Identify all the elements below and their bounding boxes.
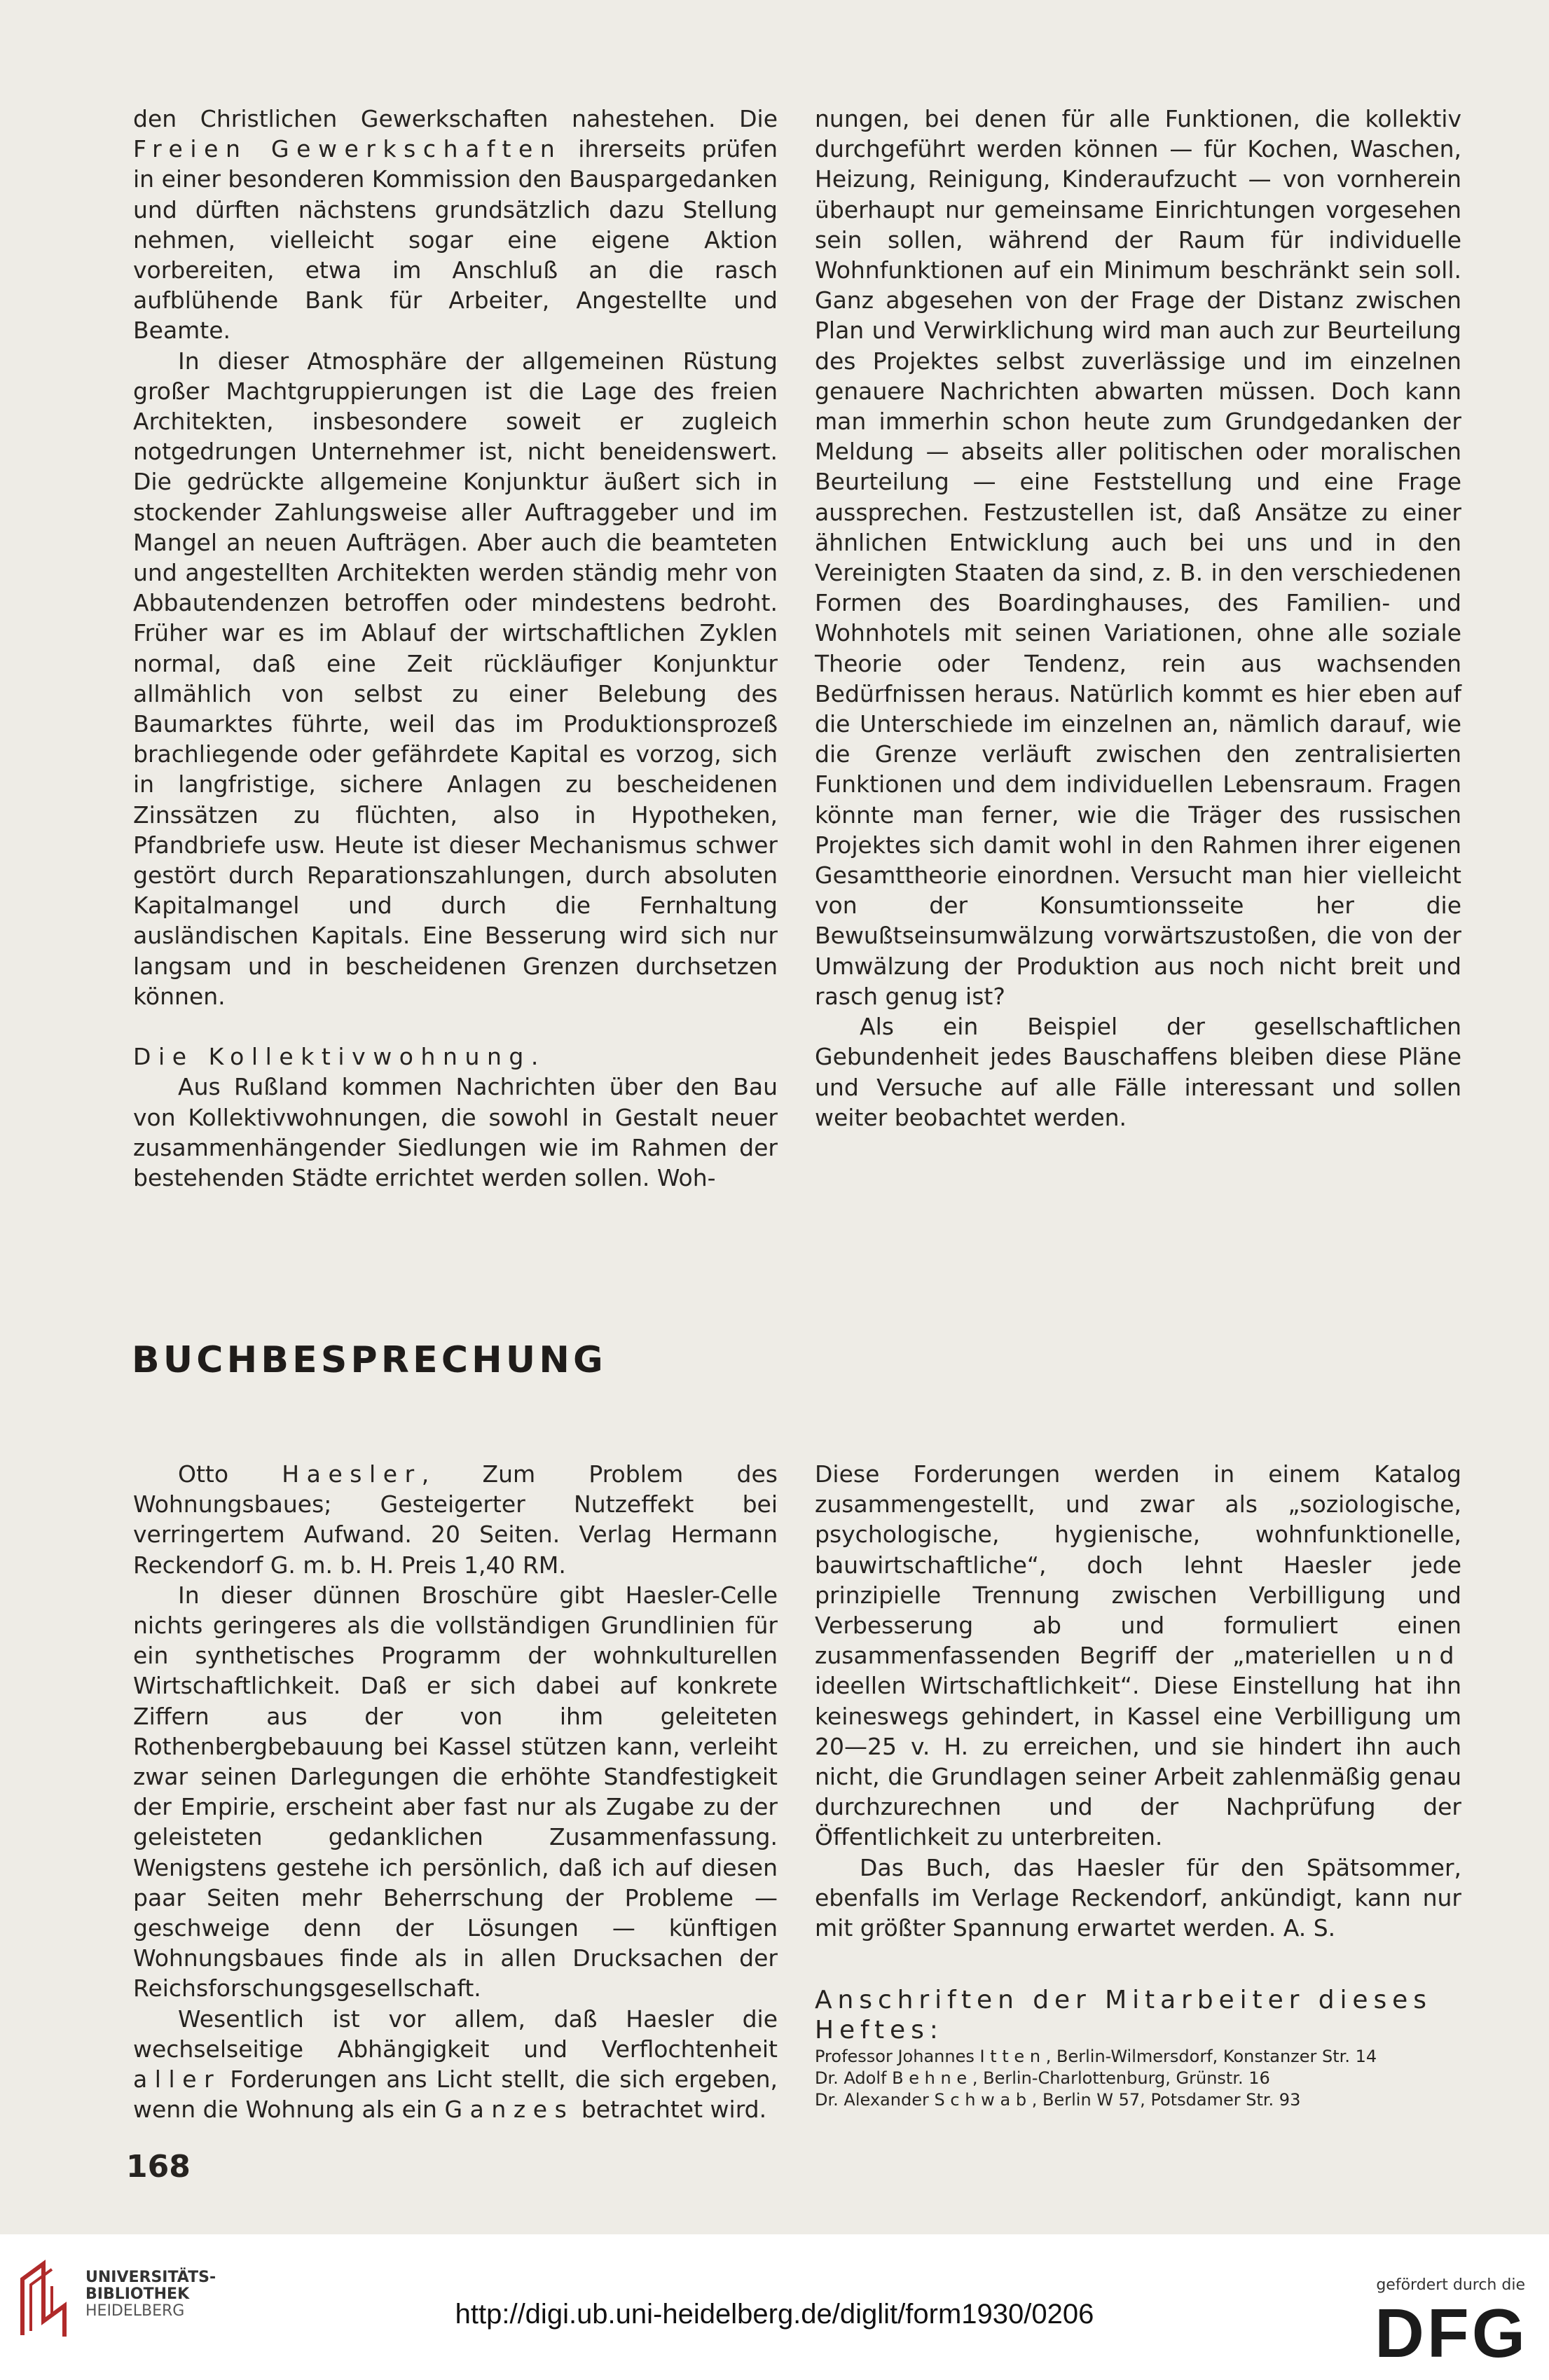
review-column-left	[133, 1459, 778, 2124]
text-run: betrachtet wird.	[574, 2096, 767, 2124]
text-run: Forderungen ans Licht stellt, die sich ergeben, wenn die Wohnung als ein	[133, 2066, 778, 2124]
text-run: , Berlin-Charlottenburg, Grünstr. 16	[972, 2068, 1270, 2088]
contributors-heading: Anschriften der Mitarbeiter dieses Heftes:	[815, 1986, 1432, 2045]
contributor-line	[815, 2046, 1461, 2068]
text-run: Dr. Adolf	[815, 2068, 893, 2088]
article-column-right	[815, 104, 1461, 1133]
paragraph	[815, 1459, 1461, 1853]
spaced-emphasis: und	[1395, 1642, 1461, 1670]
paragraph: Als ein Beispiel der gesellschaftlichen Gebundenheit jedes Bauschaffens bleiben diese Pläne und Versuche auf alle Fälle interessant und sollen weiter beobachtet werden.	[815, 1013, 1461, 1131]
text-run: Professor Johannes	[815, 2046, 980, 2066]
page-number: 168	[126, 2149, 191, 2185]
review-column-right	[815, 1459, 1461, 2111]
contributor-line	[815, 2068, 1461, 2089]
contributor-name: Itten	[979, 2046, 1046, 2066]
text-run: Otto	[178, 1460, 282, 1488]
contributor-name: Behne	[892, 2068, 972, 2088]
section-subheading: Die Kollektivwohnung.	[133, 1043, 546, 1071]
source-url-link[interactable]: http://digi.ub.uni-heidelberg.de/diglit/form1930/0206	[455, 2299, 1094, 2330]
paragraph	[133, 1459, 778, 1580]
contributor-name: Schwab	[934, 2089, 1032, 2110]
contributors-box	[815, 1985, 1461, 2110]
spaced-emphasis: Haesler	[282, 1460, 422, 1488]
paragraph: In dieser dünnen Broschüre gibt Haesler-Celle nichts geringeres als die vollständigen Grundlinien für ein synthetisches Programm der wohnkulturellen Wirtschaftlichkeit. Daß er sich dabei auf konkrete Ziffern aus der von ihm geleiteten Rothenbergbebauung bei Kassel stützen kann, verleiht zwar seinen Darlegungen die erhöhte Standfestigkeit der Empirie, erscheint aber fast nur als Zugabe zu der geleisteten gedanklichen Zusammenfassung. Wenigstens gestehe ich persönlich, daß ich auf diesen paar Seiten mehr Beherrschung der Probleme — geschweige denn der Lösungen — künftigen Wohnungsbaues finde als in allen Drucksachen der Reichsforschungsgesellschaft.	[133, 1581, 778, 2002]
text-run: , Berlin-Wilmersdorf, Konstanzer Str. 14	[1045, 2046, 1377, 2066]
section-heading: BUCHBESPRECHUNG	[132, 1339, 607, 1381]
spaced-emphasis: Ganzes	[444, 2096, 574, 2124]
text-run: , Zum Problem des Wohnungsbaues; Gesteigerter Nutzeffekt bei verringertem Aufwand. 20 Seiten. Verlag Hermann Reckendorf G. m. b. H. Preis 1,40 RM.	[133, 1460, 778, 1579]
paragraph: In dieser Atmosphäre der allgemeinen Rüstung großer Machtgruppierungen ist die Lage des freien Architekten, insbesondere soweit er zugleich notgedrungen Unternehmer ist, nicht beneidenswert. Die gedrückte allgemeine Konjunktur äußert sich in stockender Zahlungsweise aller Auftraggeber und im Mangel an neuen Aufträgen. Aber auch die beamteten und angestellten Architekten werden ständig mehr von Abbautendenzen betroffen oder mindestens bedroht. Früher war es im Ablauf der wirtschaftlichen Zyklen normal, daß eine Zeit rückläufiger Konjunktur allmählich von selbst zu einer Belebung des Baumarktes führte, weil das im Produktionsprozeß brachliegende oder gefährdete Kapital es vorzog, sich in langfristige, sichere Anlagen zu bescheidenen Zinssätzen zu flüchten, also in Hypotheken, Pfandbriefe usw. Heute ist dieser Mechanismus schwer gestört durch Reparationszahlungen, durch absoluten Kapitalmangel und durch die Fernhaltung ausländischen Kapitals. Eine Besserung wird sich nur langsam und in bescheidenen Grenzen durchsetzen können.	[133, 347, 778, 1010]
dfg-logo: DFG	[1375, 2295, 1528, 2372]
article-column-left	[133, 104, 778, 1193]
library-name-line: UNIVERSITÄTS-	[85, 2269, 216, 2286]
funder-note: gefördert durch die	[1376, 2276, 1525, 2294]
library-name-line: HEIDELBERG	[85, 2302, 185, 2320]
contributor-line	[815, 2089, 1461, 2111]
spaced-emphasis: aller	[133, 2066, 221, 2094]
paragraph: Das Buch, das Haesler für den Spätsommer, ebenfalls im Verlage Reckendorf, ankündigt, kann nur mit größter Spannung erwartet werden. A. S.	[815, 1853, 1461, 1942]
text-run: den Christlichen Gewerkschaften nahestehen. Die	[133, 105, 778, 132]
spaced-emphasis: Freien Gewerkschaften	[133, 135, 563, 163]
paragraph: nungen, bei denen für alle Funktionen, die kollektiv durchgeführt werden können — für Kochen, Waschen, Heizung, Reinigung, Kinderaufzucht — von vornherein überhaupt nur gemeinsame Einrichtungen vorgesehen sein sollen, während der Raum für individuelle Wohnfunktionen auf ein Minimum beschränkt sein soll. Ganz abgesehen von der Frage der Distanz zwischen Plan und Verwirklichung wird man auch zur Beurteilung des Projektes selbst zuverlässige und im einzelnen genauere Nachrichten abwarten müssen. Doch kann man immerhin schon heute zum Grundgedanken der Meldung — abseits aller politischen oder moralischen Beurteilung — eine Feststellung und eine Frage aussprechen. Festzustellen ist, daß Ansätze zu einer ähnlichen Entwicklung auch bei uns und in den Vereinigten Staaten da sind, z. B. in den verschiedenen Formen des Boardinghauses, des Familien- und Wohnhotels mit seinen Variationen, ohne alle soziale Theorie oder Tendenz, rein aus wachsenden Bedürfnissen heraus. Natürlich kommt es hier eben auf die Unterschiede im einzelnen an, nämlich darauf, wie die Grenze verläuft zwischen den zentralisierten Funktionen und dem individuellen Lebensraum. Fragen könnte man ferner, wie die Träger des russischen Projektes sich damit wohl in den Rahmen ihrer eigenen Gesamttheorie einordnen. Versucht man hier vielleicht von der Konsumtionsseite her die Bewußtseinsumwälzung vorwärtszustoßen, die von der Umwälzung der Produktion aus noch nicht breit und rasch genug ist?	[815, 105, 1461, 1010]
text-run: Wesentlich ist vor allem, daß Haesler die wechselseitige Abhängigkeit und Verflochtenheit	[133, 2005, 778, 2063]
paragraph	[133, 2004, 778, 2125]
paragraph	[133, 104, 778, 346]
paragraph: Aus Rußland kommen Nachrichten über den Bau von Kollektivwohnungen, die sowohl in Gestalt neuer zusammenhängender Siedlungen wie im Rahmen der bestehenden Städte errichtet werden sollen. Woh-	[133, 1073, 778, 1191]
library-name-line: BIBLIOTHEK	[85, 2285, 190, 2303]
text-run: ideellen Wirtschaftlichkeit“. Diese Einstellung hat ihn keineswegs gehindert, in Kassel eine Verbilligung um 20—25 v. H. zu erreichen, und sie hindert ihn auch nicht, die Grundlagen seiner Arbeit zahlenmäßig genau durchzurechnen und der Nachprüfung der Öffentlichkeit zu unterbreiten.	[815, 1672, 1461, 1851]
text-run: Dr. Alexander	[815, 2089, 935, 2110]
digitization-footer	[0, 2234, 1549, 2380]
text-run: , Berlin W 57, Potsdamer Str. 93	[1031, 2089, 1301, 2110]
text-run: ihrerseits prüfen in einer besonderen Kommission den Bauspargedanken und dürften nächstens grundsätzlich dazu Stellung nehmen, vielleicht sogar eine eigene Aktion vorbereiten, etwa im Anschluß an die rasch aufblühende Bank für Arbeiter, Angestellte und Beamte.	[133, 135, 778, 345]
text-run: Diese Forderungen werden in einem Katalog zusammengestellt, und zwar als „soziologische, psychologische, hygienische, wohnfunktionelle, bauwirtschaftliche“, doch lehnt Haesler jede prinzipielle Trennung zwischen Verbilligung und Verbesserung ab und formuliert einen zusammenfassenden Begriff der „materiellen	[815, 1460, 1461, 1670]
